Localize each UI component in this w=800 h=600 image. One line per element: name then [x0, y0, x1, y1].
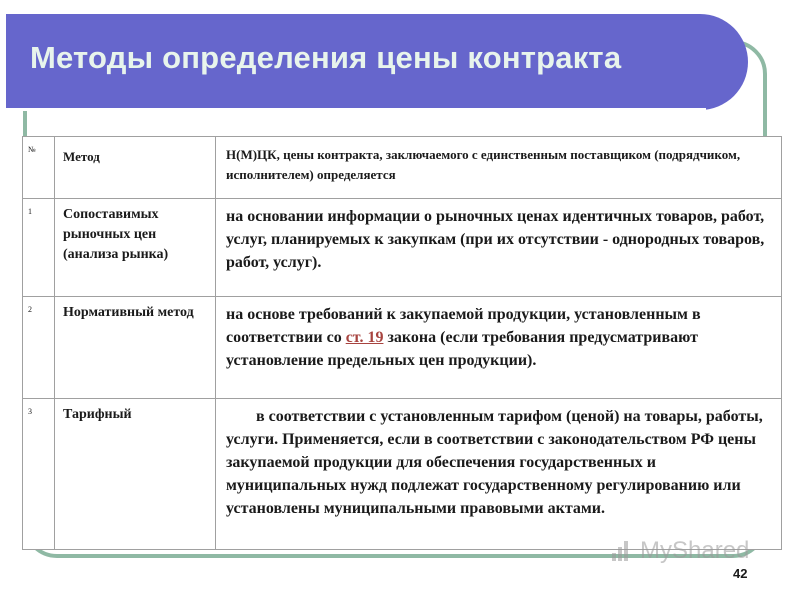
row-description [216, 399, 782, 550]
header-method: Метод [55, 137, 216, 199]
bar-chart-icon [612, 541, 634, 561]
row-method: Сопоставимых рыночных цен (анализа рынка) [55, 199, 216, 297]
table-row [23, 199, 782, 297]
row-description [216, 297, 782, 399]
row-method: Тарифный [55, 399, 216, 550]
header-num: № [23, 137, 55, 199]
law-article-link[interactable]: ст. 19 [345, 329, 384, 346]
description-text: в соответствии с установленным тарифом (ценой) на товары, работы, услуги. Применяется, если в соответствии с законодательством РФ цены закупаемой продукции для обеспечения государственных и муниципальных нужд подлежат государственному регулированию или установлены муниципальными правовыми актами. [226, 408, 763, 517]
description-text: на основе требований к закупаемой продукции, установленным в соответствии со [226, 306, 701, 346]
row-num: 1 [23, 199, 55, 297]
slide-title: Методы определения цены контракта [30, 40, 622, 75]
watermark-text: MyShared [640, 537, 750, 564]
page-number: 42 [733, 566, 748, 581]
description-text: закона (если требования предусматривают установление предельных цен продукции). [226, 329, 698, 369]
row-method: Нормативный метод [55, 297, 216, 399]
table-header-row [23, 137, 782, 199]
table-row [23, 297, 782, 399]
row-num: 3 [23, 399, 55, 550]
row-num: 2 [23, 297, 55, 399]
watermark [612, 537, 749, 565]
header-description: Н(М)ЦК, цены контракта, заключаемого с единственным поставщиком (подрядчиком, исполнителем) определяется [216, 137, 782, 199]
row-description: на основании информации о рыночных ценах идентичных товаров, работ, услуг, планируемых к закупкам (при их отсутствии - однородных товаров, работ, услуг). [216, 199, 782, 297]
methods-table [22, 136, 782, 550]
table-row [23, 399, 782, 550]
banner-divider [6, 108, 706, 111]
